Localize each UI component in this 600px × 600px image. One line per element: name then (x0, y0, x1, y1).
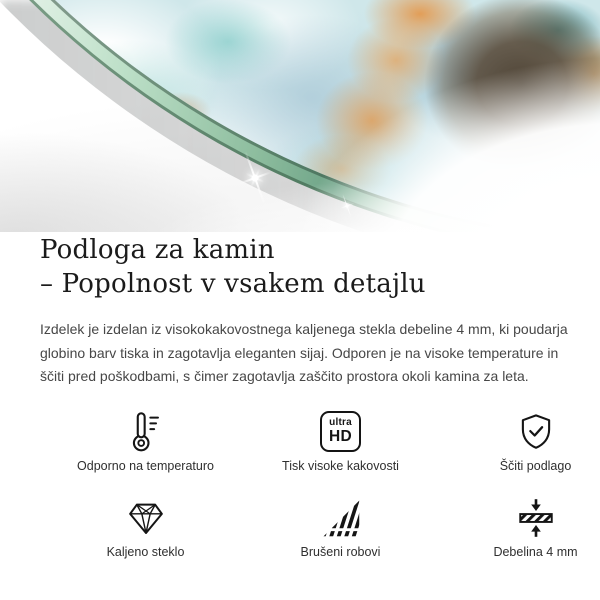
feature-label: Debelina 4 mm (493, 544, 578, 559)
ultra-hd-text-bottom: HD (329, 428, 352, 446)
ground-edges-icon (321, 495, 361, 541)
product-description-section (0, 233, 600, 561)
feature-label: Brušeni robovi (300, 544, 381, 559)
diamond-icon (126, 495, 166, 541)
feature-label: Tisk visoke kakovosti (282, 458, 399, 473)
feature-label: Ščiti podlago (499, 458, 572, 473)
product-hero-image (0, 0, 600, 232)
glass-glare-highlight (0, 0, 600, 232)
thermometer-icon (123, 409, 169, 455)
feature-print-quality (243, 409, 438, 475)
feature-label: Odporno na temperaturo (77, 458, 214, 473)
intro-paragraph: Izdelek je izdelan iz visokokakovostnega kaljenega stekla debeline 4 mm, ki poudarja globino barv tiska in zagotavlja eleganten sijaj. Odporen je na visoke temperature in ščiti pred poškodbami, s čimer zagotavlja zaščito prostora okoli kamina za leta. (40, 321, 568, 384)
feature-protects-base (438, 409, 600, 475)
page-title-line1: Podloga za kamin (40, 235, 275, 265)
page-title (40, 233, 560, 301)
feature-thickness (438, 495, 600, 561)
feature-temperature-resistant (48, 409, 243, 475)
shield-check-icon (515, 409, 557, 455)
feature-ground-edges (243, 495, 438, 561)
thickness-icon (515, 495, 557, 541)
ultra-hd-text-top: ultra (329, 417, 352, 429)
feature-label: Kaljeno steklo (106, 544, 185, 559)
ultra-hd-icon (320, 409, 361, 455)
page-title-line2: – Popolnost v vsakem detajlu (40, 269, 426, 299)
feature-grid (48, 409, 578, 561)
feature-tempered-glass (48, 495, 243, 561)
